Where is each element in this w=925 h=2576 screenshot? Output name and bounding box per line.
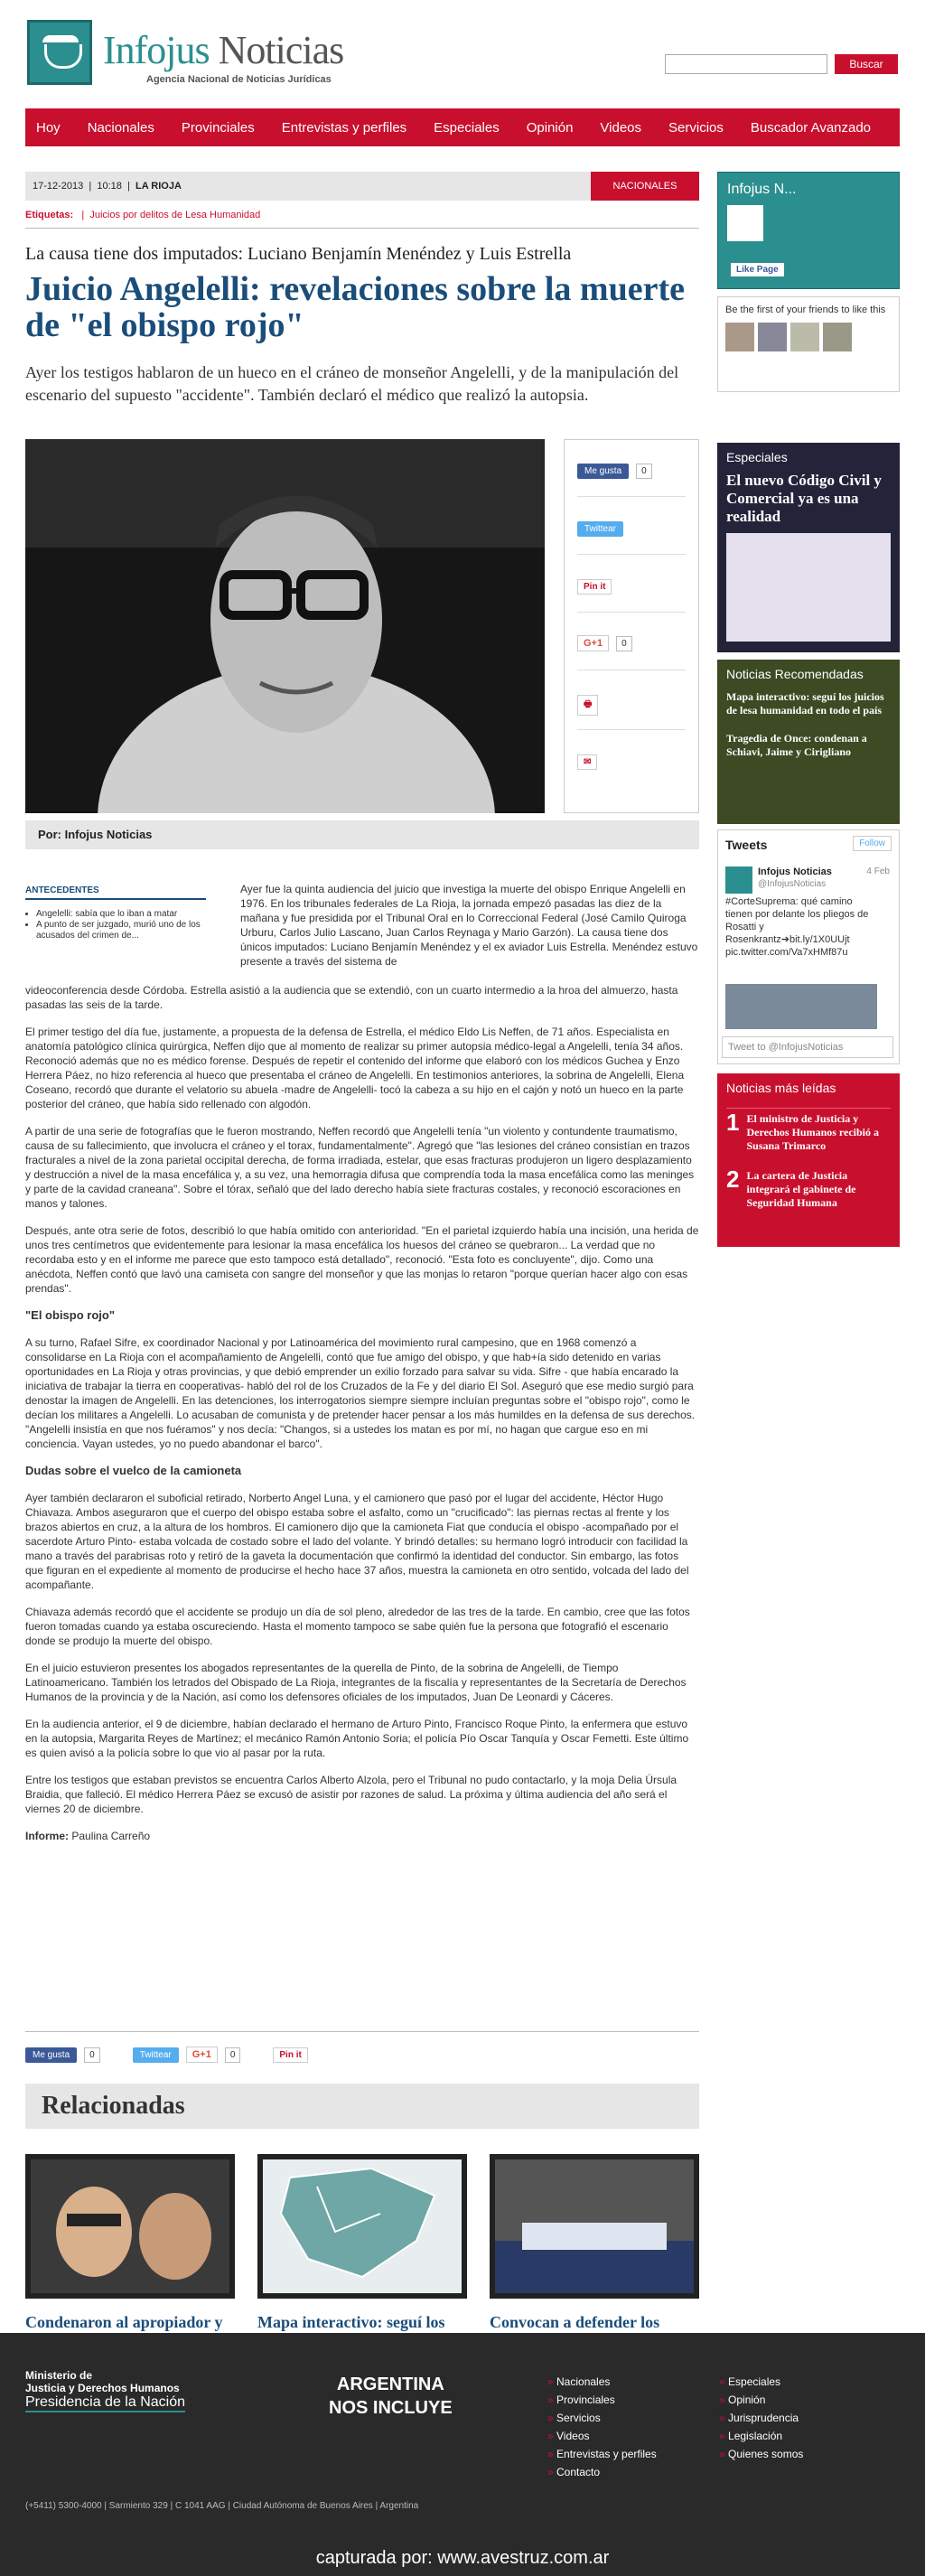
print-share[interactable] [577,695,598,716]
article-time: 10:18 [97,181,122,192]
pin-share[interactable] [577,579,612,595]
especiales-title: Especiales [726,450,788,464]
recomendadas-title: Noticias Recomendadas [726,667,864,681]
footer-link[interactable]: » Provinciales [547,2391,657,2409]
tweet-button[interactable]: Twittear [133,2047,179,2063]
subheading: "El obispo rojo" [25,1308,115,1322]
nav-item-especiales[interactable]: Especiales [434,119,500,136]
fb-like-page-button[interactable]: Like Page [731,263,784,276]
gplus-button[interactable]: G+1 [577,635,609,651]
tweet-date: 4 Feb [866,866,890,876]
antecedente-link[interactable]: • A punto de ser juzgado, murió uno de los acusados del crimen de... [36,920,206,941]
paragraph: Entre los testigos que estaban previstos se encuentra Carlos Alberto Alzola, pero el Tribunal no pudo contactarlo, y la moja Delia Úrsula Braidia, que falleció. El médico Herrera Páez se excusó de asistir por razones de salud. La próxima y última audiencia del año será el viernes 20 de diciembre. [25,1774,677,1815]
gplus-count: 0 [225,2047,241,2063]
fb-friends-text: Be the first of your friends to like this [725,304,886,315]
tweets-title: Tweets [725,838,768,852]
article-headline: Juicio Angelelli: revelaciones sobre la muerte de "el obispo rojo" [25,270,685,344]
divider [25,228,699,229]
fb-share[interactable] [577,464,652,479]
mas-leidas-box [717,1073,900,1247]
tag-link[interactable]: Juicios por delitos de Lesa Humanidad [89,210,261,220]
related-title[interactable]: Mapa interactivo: seguí los [257,2313,445,2331]
gplus-share[interactable] [577,635,632,651]
recomendadas-box [717,660,900,824]
tweet-button[interactable]: Twittear [577,521,623,537]
nav-item-servicios[interactable]: Servicios [668,119,724,136]
paragraph: Después, ante otra serie de fotos, describió lo que había omitido con anterioridad. "En el parietal izquierdo había una incisión, una herida de unos tres centímetros que evidentemente para lesionar la masa encefálica los huesos del cráneo se quebraron... La verdad que no recordaba esto y en el informe me parece que esto tampoco está detallado", reconoció. "Esta foto es concluyente", dijo. Como una anécdota, Neffen contó que lavó una camiseta con sangre del monseñor y que las monjas lo retaron "porque querían hacer algo con esas prendas". [25,1224,699,1295]
ministry-label: Ministerio de Justicia y Derechos Humanos Presidencia de la Nación [25,2369,185,2412]
footer-link[interactable]: » Especiales [719,2373,803,2391]
tags: Etiquetas: | Juicios por delitos de Lesa Humanidad [25,210,261,220]
article-kicker: La causa tiene dos imputados: Luciano Benjamín Menéndez y Luis Estrella [25,244,572,264]
footer-link[interactable]: » Entrevistas y perfiles [547,2445,657,2463]
paragraph: A partir de una serie de fotografías que le fueron mostrando, Neffen recordó que Angelelli tenía "un violento y contundente traumatismo, causa de su fallecimiento, que involucra el cráneo y el torax, fundamentalmente". Agregó que "las lesiones del cráneo consistían en trazos fracturales a nivel de la zona parietal occipital derecha, de forma irradiada, estelar, que esas fracturas produjeron un ligero desplazamiento y destrucción a nivel de la masa encefálica y, a su vez, una hemorragia difusa que comprendía toda la masa encefálica como las meninges y parte de la cavidad craneana". Sobre el tórax, señaló que del lado derecho había siete fracturas costales, y reconoció escoraciones en manos y talones. [25,1125,695,1210]
footer-link[interactable]: » Videos [547,2427,657,2445]
especiales-headline[interactable]: El nuevo Código Civil y Comercial ya es una realidad [726,472,882,525]
fb-count: 0 [84,2047,100,2063]
recomendada-link[interactable]: Tragedia de Once: condenan a Schiavi, Jaime y Cirigliano [726,732,867,758]
paragraph: Chiavaza además recordó que el accidente se produjo un día de sol pleno, alrededor de las tres de la tarde. En cambio, cree que las fotos fueron tomadas cuando ya estaba oscureciendo. Hasta el momento tampoco se sabe quién fue la persona que fotografió el escenario donde se produjo la muerte del obispo. [25,1606,690,1647]
search-input[interactable] [665,54,827,74]
fb-page-box[interactable] [717,172,900,289]
paragraph: A su turno, Rafael Sifre, ex coordinador Nacional y por Latinoamérica del movimiento rural campesino, que en 1968 comenzó a consolidarse en La Rioja con el acompañamiento de Angelelli, contó que fue amigo del obispo, y que hab+ía sido detenido en varias oportunidades en La Rioja y otras provincias, y que debió emprender un exilio forzado para salvar su vida. Sifre - que había encarado la iniciativa de trabajar la tierra en cooperativas- habló del rol de los Cruzados de la Fe y del diario El Sol. Aseguró que ese medio surgió para denostar la imagen de Angelelli. En las detenciones, los interrogatorios siempre siempre incluían preguntas sobre el "obispo rojo", como le decían los militares a Angelelli. Lo acusaban de comunista y de pretender hacer pensar a los más humildes en la defensa de sus derechos. "Angelelli insistía en que nos fuéramos" y nos decía: "Changos, si a ustedes los matan es por mí, no hagan que cargue eso en mi conciencia. Vayan ustedes, yo no puedo abandonar el barco". [25,1336,696,1450]
nav-item-provinciales[interactable]: Provinciales [181,119,255,136]
footer [0,2333,925,2576]
tweet-to-input[interactable]: Tweet to @InfojusNoticias [722,1036,893,1058]
portrait-image [25,439,545,813]
paragraph: Ayer también declararon el suboficial retirado, Norberto Angel Luna, y el camionero que pasó por el lugar del accidente, Héctor Hugo Chiavaza. Ambos aseguraron que el cuerpo del obispo estaba sobre el asfalto, como un "crucificado": las piernas rectas al frente y los brazos abiertos en cruz, a la altura de los hombros. El camionero dijo que la camioneta Fiat que conducía el obispo -acompañado por el sacerdote Arturo Pinto- estaba volcada de costado sobre el lado del volante. Y brindó detalles: su hermano logró introducir con facilidad la mano a través del parabrisas roto y retiró de la gaveta la documentación que confirmó la identidad del conductor. Sin embargo, las fotos que figuran en el expediente al momento de producirse el hecho hace 37 años, muestra la camioneta en otro sentido, volcada del lado del acompañante. [25,1492,689,1591]
fb-friends-box [717,296,900,392]
mas-leidas-title: Noticias más leídas [726,1081,836,1095]
divider [577,554,686,555]
paragraph: videoconferencia desde Córdoba. Estrella asistió a la audiencia que se extendió, con un cuarto intermedio a la hroa del almuerzo, hasta pasadas las seis de la tarde. [25,984,678,1011]
nav-item-hoy[interactable]: Hoy [36,119,61,136]
share-row-bottom [25,2047,308,2063]
tweet-author[interactable]: Infojus Noticias [758,866,832,877]
footer-links-col2 [719,2373,803,2463]
divider [577,729,686,730]
nav-item-nacionales[interactable]: Nacionales [87,119,154,136]
mas-leida-item[interactable]: 1 El ministro de Justicia y Derechos Humanos recibió a Susana Trimarco [726,1108,891,1153]
tweet-image[interactable] [725,984,877,1029]
pin-it-button[interactable]: Pin it [273,2047,307,2063]
logo-title: Infojus Noticias [103,28,344,72]
footer-link[interactable]: » Servicios [547,2409,657,2427]
book-logo-icon [27,20,92,85]
paragraph: En la audiencia anterior, el 9 de diciembre, habían declarado el hermano de Arturo Pinto, Francisco Roque Pinto, la enfermera que estuvo en la autopsia, Margarita Reyes de Martínez; el mecánico Ramón Antonio Soria; el policía Pío Oscar Tanquía y Oscar Femetti. Este último es quien avisó a la policía sobre lo que vio al pasar por la ruta. [25,1718,689,1759]
footer-links-col1 [547,2373,657,2481]
email-icon[interactable]: ✉ [577,754,597,770]
search-button[interactable]: Buscar [835,54,898,74]
tweet-text: #CorteSuprema: qué camino tienen por delante los pliegos de Rosatti y Rosenkrantz➔bit.ly/1X0UUjt pic.twitter.com/Va7xHMf87u [725,896,869,958]
pin-it-button[interactable]: Pin it [577,579,612,595]
nav-item-opinion[interactable]: Opinión [526,119,574,136]
fb-count: 0 [636,464,652,479]
nav-item-videos[interactable]: Videos [600,119,642,136]
share-panel [564,439,699,813]
byline: Por: Infojus Noticias [25,820,699,849]
related-image[interactable] [257,2154,467,2299]
capture-credit: capturada por: www.avestruz.com.ar [315,2548,610,2568]
article-place: LA RIOJA [135,181,182,192]
paragraph: El primer testigo del día fue, justamente, a propuesta de la defensa de Estrella, el médico Eldo Lis Neffen, de 71 años. Especialista en anatomía patológico clínica quirúrgica, Neffen dijo que al momento de realizar su primer autopsia médico-legal a Angelelli, tenía 34 años. Reconoció además que no es médico forense. Después de repetir el contenido del informe que elaboró con los médicos Guchea y Enzo Herrera Páez, no hizo referencia al hueco que presentaba el cráneo de Angelelli. En testimonios anteriores, la sobrina de Angelelli, Elena Coseano, recordó que durante el velatorio su abuela -madre de Angelelli- tocó la cabeza a su hijo en el cajón y notó un hueco en la parte posterior del cráneo, que había sido rellenado con algodón. [25,1026,685,1110]
fb-friends-faces [725,323,892,351]
fb-page-name[interactable]: Infojus N... [727,182,797,197]
antecedente-link[interactable]: • Angelelli: sabía que lo iban a matar [36,909,206,920]
print-icon[interactable]: 🖶 [577,695,598,716]
related-title[interactable]: Condenaron al apropiador y [25,2313,223,2331]
site-logo[interactable] [27,20,379,89]
footer-link[interactable]: » Quienes somos [719,2445,803,2463]
related-image[interactable] [490,2154,699,2299]
article-date: 17-12-2013 [33,181,84,192]
recomendada-link[interactable]: Mapa interactivo: seguí los juicios de lesa humanidad en todo el país [726,690,884,717]
avatar [725,866,752,894]
antecedentes-title: ANTECEDENTES [25,885,206,900]
footer-link[interactable]: » Nacionales [547,2373,657,2391]
article-lead: Ayer los testigos hablaron de un hueco en el cráneo de monseñor Angelelli, y de la manipulación del escenario del supuesto "accidente". También declaró el médico que realizó la autopsia. [25,363,679,404]
related-image[interactable] [25,2154,235,2299]
antecedentes-box [25,885,206,941]
mas-leida-item[interactable]: 2 La cartera de Justicia integrará el gabinete de Seguridad Humana [726,1166,856,1209]
email-share[interactable] [577,754,597,770]
footer-link[interactable]: » Legislación [719,2427,803,2445]
section-badge[interactable]: NACIONALES [591,172,699,201]
article-meta: 17-12-2013 | 10:18 | LA RIOJA NACIONALES [25,172,699,201]
especiales-box[interactable] [717,443,900,652]
fb-like-button[interactable]: Me gusta [25,2047,77,2063]
divider [25,2031,699,2032]
tags-label: Etiquetas: [25,210,74,220]
follow-button[interactable]: Follow [853,836,892,851]
gplus-count: 0 [616,636,632,651]
informe-line: Informe: Paulina Carreño [25,1830,151,1842]
main-nav [25,108,900,146]
tweets-widget [717,829,900,1064]
article-body-intro: Ayer fue la quinta audiencia del juicio que investiga la muerte del obispo Enrique Angelelli en 1976. En los tribunales federales de La Rioja, la jornada empezó pasadas las diez de la mañana y fue presidida por el Tribunal Oral en lo Correccional Federal (José Camilo Quiroga Urburu, Carlos Julio Lascano, Juan Carlos Reynaga y Mario Garzón). La causa tiene dos únicos imputados: Luciano Benjamín Menéndez y el ex aviador Luis Estrella. Menéndez estuvo presente a través del sistema de [240,883,698,968]
divider [577,612,686,613]
gplus-button[interactable]: G+1 [186,2047,218,2063]
related-heading: Relacionadas [25,2084,699,2129]
paragraph: En el juicio estuvieron presentes los abogados representantes de la querella de Pinto, de la sobrina de Angelelli, de Tiempo Latinoamericano. También los letrados del Obispado de La Rioja, integrantes de la fiscalía y representantes de la Secretaría de Derechos Humanos de la provincia y de la Nación, así como los defensores oficiales de los imputados, Juan De Leonardi y Cáceres. [25,1662,687,1703]
subheading: Dudas sobre el vuelco de la camioneta [25,1464,242,1477]
tw-share[interactable] [577,521,623,537]
fb-like-button[interactable]: Me gusta [577,464,629,479]
nav-item-entrevistas[interactable]: Entrevistas y perfiles [281,119,407,136]
logo-subtitle: Agencia Nacional de Noticias Jurídicas [146,74,332,85]
article-body [25,983,699,1856]
footer-link[interactable]: » Contacto [547,2463,657,2481]
nav-item-buscador[interactable]: Buscador Avanzado [750,119,872,136]
especiales-image[interactable] [726,533,891,642]
divider [577,496,686,497]
related-title[interactable]: Convocan a defender los [490,2313,660,2331]
footer-address: (+5411) 5300-4000 | Sarmiento 329 | C 1041 AAG | Ciudad Autónoma de Buenos Aires | Argentina [25,2501,419,2511]
footer-link[interactable]: » Opinión [719,2391,803,2409]
tweet-handle: @InfojusNoticias [758,879,827,889]
argentina-logo: ARGENTINA NOS INCLUYE [329,2375,453,2418]
fb-page-logo-icon [727,205,763,241]
article-photo [25,439,545,813]
footer-link[interactable]: » Jurisprudencia [719,2409,803,2427]
